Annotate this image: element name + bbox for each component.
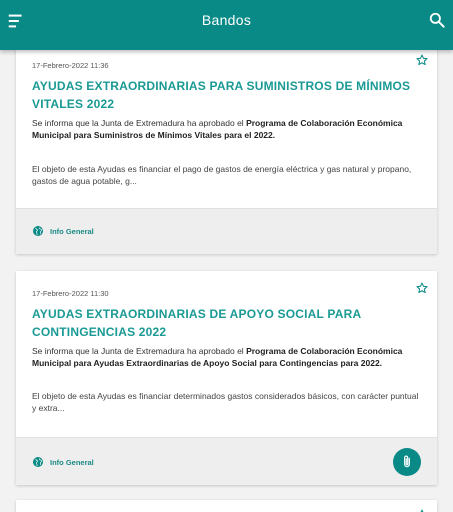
- card-intro-bold: Programa de Colaboración Económica Municipal para Ayudas Extraordinarias de Apoyo Social para Contingencias para 2022.: [32, 346, 403, 368]
- news-card[interactable]: [16, 271, 437, 485]
- card-intro-text: Se informa que la Junta de Extremadura ha aprobado el: [32, 118, 247, 128]
- category-link[interactable]: [32, 225, 94, 237]
- card-title: [32, 305, 421, 341]
- favorite-star-icon[interactable]: [415, 508, 429, 512]
- card-title-line: VITALES 2022: [32, 97, 115, 111]
- paperclip-icon: [399, 454, 415, 470]
- card-title-line: AYUDAS EXTRAORDINARIAS PARA SUMINISTROS DE MÍNIMOS: [32, 79, 411, 93]
- favorite-star-icon[interactable]: [415, 281, 429, 295]
- news-card[interactable]: [16, 500, 437, 512]
- card-footer: [16, 437, 437, 485]
- app-bar: [0, 0, 453, 50]
- category-label: Info General: [50, 457, 94, 467]
- card-title: [32, 77, 421, 113]
- favorite-star-icon[interactable]: [415, 53, 429, 67]
- card-title-line: AYUDAS EXTRAORDINARIAS DE APOYO SOCIAL PARA: [32, 307, 362, 321]
- card-title-line: CONTINGENCIAS 2022: [32, 325, 167, 339]
- globe-icon: [32, 456, 44, 468]
- globe-icon: [32, 225, 44, 237]
- card-date: 17-Febrero-2022 11:36: [32, 61, 109, 70]
- category-link[interactable]: [32, 456, 94, 468]
- news-card[interactable]: [16, 42, 437, 254]
- card-intro: [32, 346, 421, 369]
- card-intro: [32, 118, 421, 141]
- card-body: El objeto de esta Ayudas es financiar determinados gastos considerados básicos, con carácter puntual y extra...: [32, 391, 419, 413]
- card-date: 17-Febrero-2022 11:30: [32, 289, 109, 298]
- card-footer: [16, 208, 437, 254]
- category-label: Info General: [50, 226, 94, 236]
- page-title: Bandos: [201, 12, 252, 28]
- card-intro-bold: Programa de Colaboración Económica Municipal para Suministros de Mínimos Vitales para el 2022.: [32, 118, 403, 140]
- attachment-button[interactable]: [393, 448, 421, 476]
- card-body: El objeto de esta Ayudas es financiar el pago de gastos de energía eléctrica y gas natural y propano, gastos de agua potable, g...: [32, 164, 412, 186]
- card-intro-text: Se informa que la Junta de Extremadura ha aprobado el: [32, 346, 247, 356]
- search-icon[interactable]: [427, 10, 447, 30]
